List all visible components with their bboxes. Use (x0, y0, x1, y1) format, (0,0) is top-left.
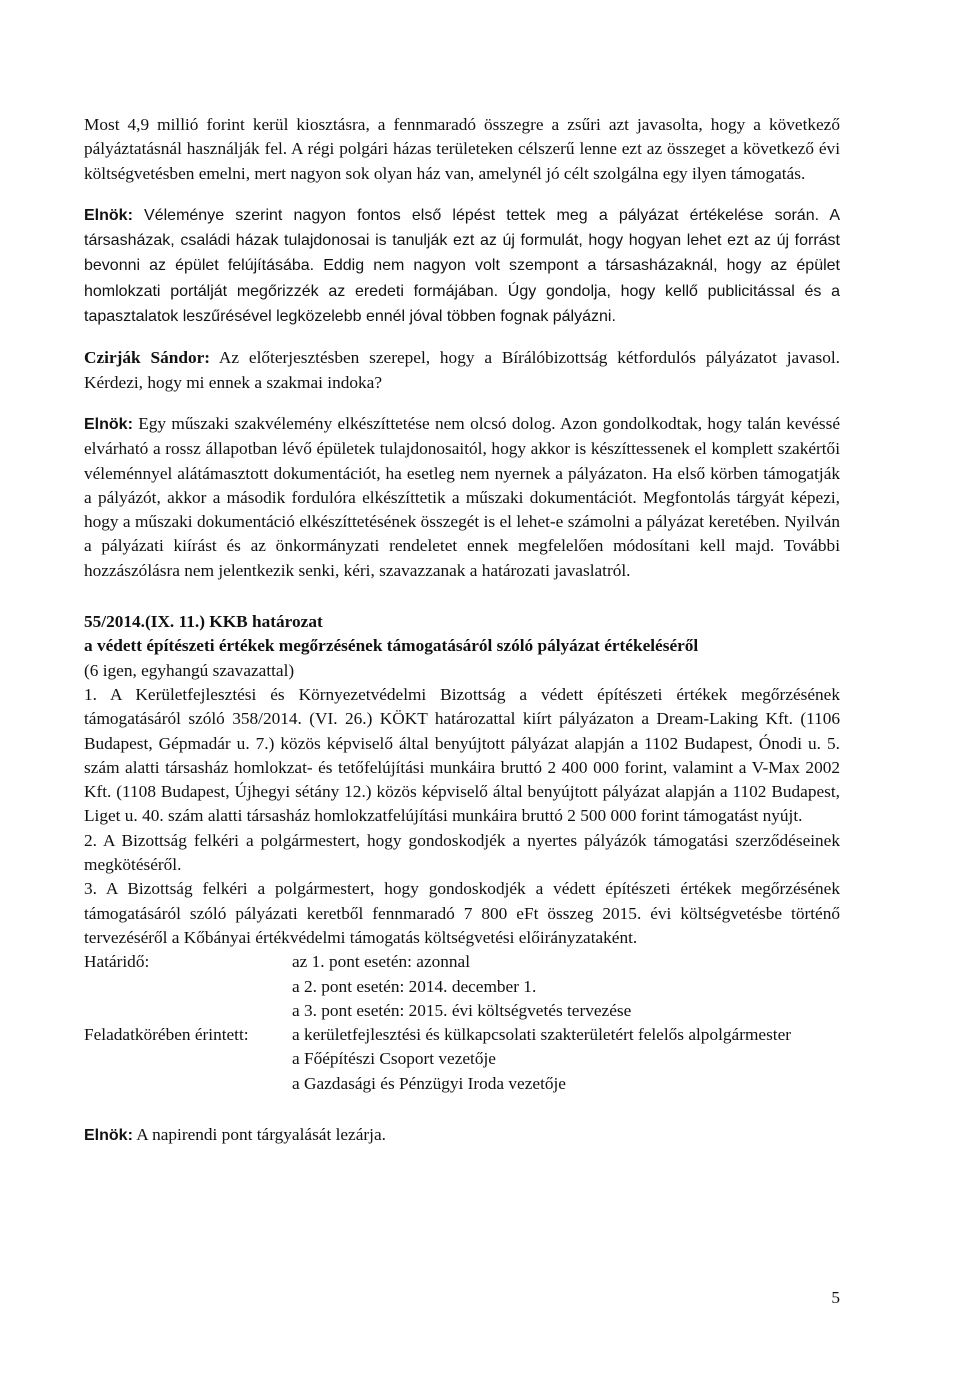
responsible-item: a Főépítészi Csoport vezetője (292, 1049, 496, 1069)
deadline-item: az 1. pont esetén: azonnal (292, 952, 471, 972)
paragraph-intro: Most 4,9 millió forint kerül kiosztásra, a fennmaradó összegre a zsűri azt javasolta, hogy a következő pályáztatásnál használják fel. A régi polgári házas területeken célszerű lenne ezt az összeget a következő évi költségvetésben emelni, mert nagyon sok olyan ház van, amelynél jó célt szolgálna egy ilyen támogatás. (84, 115, 840, 183)
responsible-values (292, 1023, 840, 1096)
speaker-name: Elnök: (84, 1126, 133, 1144)
speech-text: Az előterjesztésben szerepel, hogy a Bírálóbizottság kétfordulós pályázatot javasol. Kérdezi, hogy mi ennek a szakmai indoka? (84, 348, 840, 392)
deadline-values (292, 950, 840, 1023)
speech-text: Véleménye szerint nagyon fontos első lépést tettek meg a pályázat értékelése során. A társasházak, családi házak tulajdonosai is tanulják ezt az új formulát, hogy hogyan lehet ezt az új forrást bevonni az épület felújításába. Eddig nem nagyon volt szempont a társasházaknál, hogy az épület homlokzati portálját megőrizzék az eredeti formájában. Úgy gondolja, hogy kellő publicitással és a tapasztalatok leszűrésével legközelebb ennél jóval többen fognak pályázni. (84, 206, 840, 326)
resolution-vote: (6 igen, egyhangú szavazattal) (84, 660, 295, 680)
deadline-item: a 2. pont esetén: 2014. december 1. (292, 976, 537, 996)
speaker-name: Czirják Sándor: (84, 348, 211, 368)
speech-text: Egy műszaki szakvélemény elkészíttetése nem olcsó dolog. Azon gondolkodtak, hogy talán kevéssé elvárható a rossz állapotban lévő épületek tulajdonosaitól, hogy akkor is készíttessenek el komplett szakértői véleménnyel alátámasztott dokumentációt, ha esetleg nem nyernek a pályázaton. Ha első körben támogatják a pályázót, akkor a második fordulóra elkészíttetik a műszaki dokumentációt. Megfontolás tárgyát képezi, hogy a műszaki dokumentáció elkészíttetésének összegét is el lehet-e számolni a pályázat keretében. Nyilván a pályázati kiírást és az önkormányzati rendeletet ennek megfelelően módosítani kell majd. További hozzászólásra nem jelentkezik senki, kéri, szavazzanak a határozati javaslatról. (84, 413, 840, 580)
resolution-item-1: 1. A Kerületfejlesztési és Környezetvédelmi Bizottság a védett építészeti értékek megőrzésének támogatásáról szóló 358/2014. (VI. 26.) KÖKT határozattal kiírt pályázaton a Dream-Laking Kft. (1106 Budapest, Gépmadár u. 7.) közös képviselő által benyújtott pályázat alapján a 1102 Budapest, Ónodi u. 5. szám alatti társasház homlokzat- és tetőfelújítási munkáira bruttó 2 400 000 forint, valamint a V-Max 2002 Kft. (1108 Budapest, Újhegyi sétány 12.) közös képviselő által benyújtott pályázat alapján a 1102 Budapest, Liget u. 40. szám alatti társasház homlokzatfelújítási munkáira bruttó 2 500 000 forint támogatást nyújt. (84, 684, 840, 826)
deadline-block (84, 950, 840, 1023)
paragraph-closing (84, 1123, 840, 1148)
responsible-block (84, 1023, 840, 1096)
page-content (84, 113, 840, 1148)
page-number: 5 (831, 1288, 840, 1307)
paragraph-elnok-2 (84, 412, 840, 583)
deadline-item: a 3. pont esetén: 2015. évi költségvetés tervezése (292, 1000, 632, 1020)
resolution-number: 55/2014.(IX. 11.) KKB határozat (84, 612, 323, 632)
resolution-title: a védett építészeti értékek megőrzésének támogatásáról szóló pályázat értékeléséről (84, 636, 699, 656)
paragraph-elnok-1 (84, 203, 840, 329)
speaker-name: Elnök: (84, 206, 133, 224)
resolution-item-3: 3. A Bizottság felkéri a polgármestert, hogy gondoskodjék a védett építészeti értékek megőrzésének támogatásáról szóló pályázati keretből fennmaradó 7 800 eFt összeg 2015. évi költségvetésbe történő tervezéséről a Kőbányai értékvédelmi támogatás költségvetési előirányzataként. (84, 879, 840, 947)
resolution-item-2: 2. A Bizottság felkéri a polgármestert, hogy gondoskodjék a nyertes pályázók támogatási szerződéseinek megkötéséről. (84, 830, 840, 875)
paragraph-czirjak (84, 346, 840, 395)
speaker-name: Elnök: (84, 415, 133, 433)
responsible-item: a kerületfejlesztési és külkapcsolati szakterületért felelős alpolgármester (292, 1025, 792, 1045)
speech-text: A napirendi pont tárgyalását lezárja. (132, 1124, 386, 1144)
deadline-label: Határidő: (84, 952, 150, 972)
responsible-label: Feladatkörében érintett: (84, 1025, 249, 1045)
responsible-item: a Gazdasági és Pénzügyi Iroda vezetője (292, 1073, 566, 1093)
